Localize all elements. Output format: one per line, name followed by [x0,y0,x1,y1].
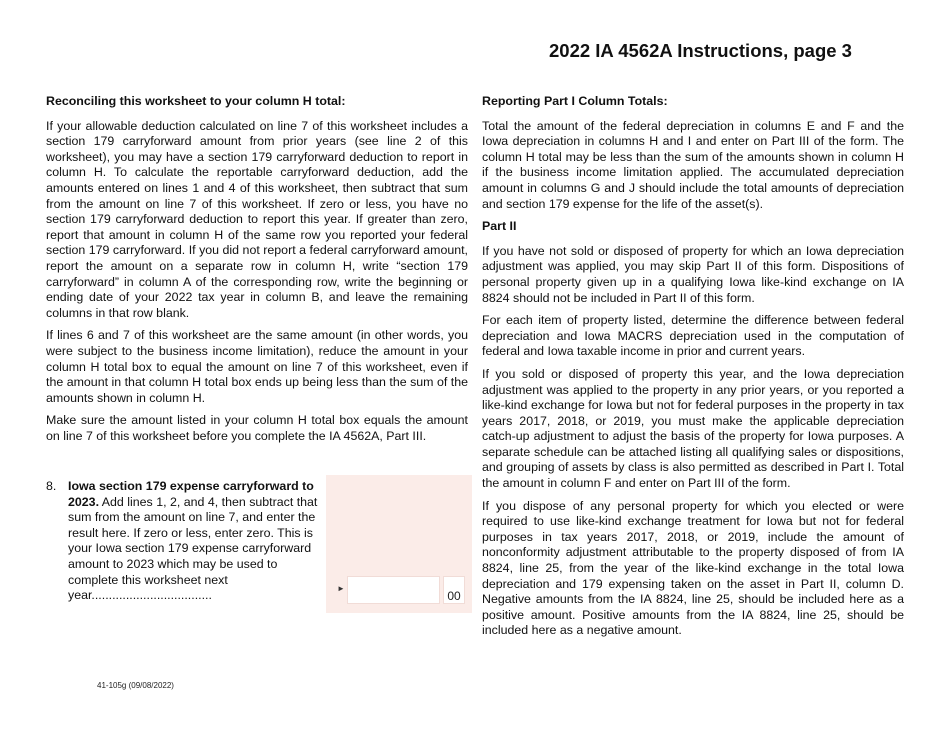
part-2-paragraph-4: If you dispose of any personal property for which you elected or were required to use like-kind exchange treatment for Iowa but not for federal purposes in tax years 2017, 2018, or 2019, include the amount of nonconformity adjustment attributable to the property disposed of from IA 8824, line 25, from the year of the like-kind exchange in the total Iowa depreciation and 179 expensing taken on the asset in Part II, column D. Negative amounts from the IA 8824, line 25, should be included here as a positive amount. Positive amounts from the IA 8824, line 25, should be included here as a negative amount. [482,498,904,638]
line-8-amount-field[interactable] [347,576,440,604]
part-2-heading: Part II [482,219,517,234]
right-column [482,94,904,646]
reconcile-paragraph-2: If lines 6 and 7 of this worksheet are the same amount (in other words, you were subject to the business income limitation), reduce the amount in your column H total box to equal the amount on line 7 of this worksheet, even if the amount in that column H total box ends up being less than the sum of the amounts shown in column H. [46,328,468,405]
line-8-number: 8. [46,479,57,493]
page-title: 2022 IA 4562A Instructions, page 3 [549,40,852,61]
line-8-leader-dots: ................................... [91,588,212,603]
form-id-footer: 41-105g (09/08/2022) [97,681,174,690]
line-8-instruction [46,479,321,604]
left-column [46,94,468,451]
part-2-paragraph-1: If you have not sold or disposed of property for which an Iowa depreciation adjustment was applied, you may skip Part II of this form. Dispositions of personal property given up in a qualifying Iowa like-kind exchange on IA 8824 should not be included in Part II of this form. [482,243,904,305]
reconcile-paragraph-1: If your allowable deduction calculated on line 7 of this worksheet includes a section 179 carryforward amount from prior years (see line 2 of this worksheet), you may have a section 179 carryforward deduction to report in column H. To calculate the reportable carryforward deduction, add the amounts entered on lines 1 and 4 of this worksheet, then subtract that sum from the amount on line 7 of this worksheet. If zero or less, you have no section 179 carryforward deduction to report this year. If greater than zero, report that amount in column H of the same row you reported your federal section 179 carryforward. If you did not report a federal carryforward amount, report the amount on a separate row in column H, write “section 179 carryforward” in column A of the corresponding row, write the beginning or ending date of your 2022 tax year in column B, and leave the remaining columns in that row blank. [46,118,468,320]
part-2-paragraph-3: If you sold or disposed of property this year, and the Iowa depreciation adjustment was applied to the property in any prior years, or you reported a like-kind exchange for Iowa but not for federal purposes in the property in tax years 2017, 2018, or 2019, you must make the applicable depreciation catch-up adjustment to adjust the basis of the property for Iowa purposes. A separate schedule can be attached listing all qualifying sales or dispositions, and grouping of assets by class is also permitted as described in Part I. Total the amount in column F and enter on Part III of the form. [482,366,904,491]
part-2-paragraph-2: For each item of property listed, determine the difference between federal depreciation and Iowa MACRS depreciation used in the computation of federal and Iowa taxable income in prior and current years. [482,313,904,359]
part-1-totals-paragraph: Total the amount of the federal depreciation in columns E and F and the Iowa depreciation in columns H and I and enter on Part III of the form. The column H total may be less than the sum of the amounts shown in column H if the business income limitation applied. The accumulated depreciation amount in columns G and J should include the total amounts of depreciation and section 179 expense for the life of the asset(s). [482,118,904,211]
part-1-totals-heading: Reporting Part I Column Totals: [482,94,668,108]
line-8-bold-text: Iowa section 179 expense carryforward to 2023. [68,479,314,509]
line-8-cents-field[interactable]: 00 [443,576,465,604]
arrow-icon: ► [337,584,345,593]
reconcile-paragraph-3: Make sure the amount listed in your column H total box equals the amount on line 7 of this worksheet before you complete the IA 4562A, Part III. [46,413,468,443]
reconcile-heading: Reconciling this worksheet to your column H total: [46,94,346,108]
line-8-text: Add lines 1, 2, and 4, then subtract that sum from the amount on line 7, and enter the result here. If zero or less, enter zero. This is your Iowa section 179 expense carryforward amount to 2023 which may be used to complete this worksheet next year [68,494,318,603]
